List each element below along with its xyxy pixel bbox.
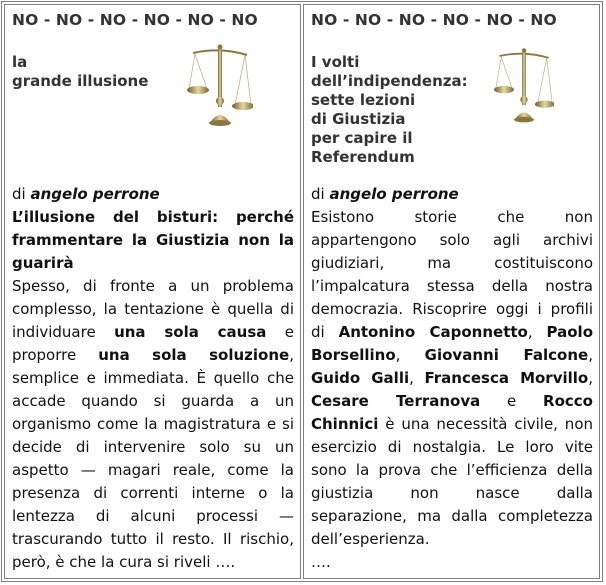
article-text bbox=[311, 206, 593, 551]
title-line: I volti bbox=[311, 53, 360, 71]
text-run: e bbox=[480, 392, 544, 410]
title-line: di Giustizia bbox=[311, 110, 406, 128]
scales-of-justice-icon bbox=[187, 43, 253, 129]
title-line: Referendum bbox=[311, 148, 415, 166]
title-line: dell’indipendenza: bbox=[311, 72, 468, 90]
title-line: per capire il bbox=[311, 129, 413, 147]
bold-name: Guido Galli bbox=[311, 369, 410, 387]
bold-name: Paolo Borsellino bbox=[311, 323, 593, 364]
author-name: angelo perrone bbox=[329, 185, 459, 203]
text-run: , bbox=[588, 346, 593, 364]
articles-table bbox=[1, 1, 603, 582]
bold-name: Antonino Caponnetto bbox=[338, 323, 528, 341]
article-column-left bbox=[4, 4, 301, 579]
bold-name: una sola causa bbox=[114, 323, 267, 341]
text-run: è una necessità civile, non esercizio di nostalgia. Le loro vite sono la prova che l’efficienza della giustizia non nasce dalla separazione, ma dalla completezza dell’esperienza. bbox=[311, 415, 593, 548]
header-banner: NO - NO - NO - NO - NO - NO bbox=[311, 11, 557, 29]
title-line: grande illusione bbox=[12, 72, 149, 90]
article-body bbox=[311, 183, 593, 574]
bold-name: Cesare Terranova bbox=[311, 392, 481, 410]
title-line: la bbox=[12, 53, 28, 71]
text-run: , semplice e immediata. È quello che accade quando si guarda a un organismo come la magistratura e si decide di intervenire solo su un aspetto — magari reale, come la presenza di correnti interne o la lentezza di alcuni processi — trascurando tutto il resto. Il rischio, però, è che la cura si riveli …. bbox=[12, 346, 294, 571]
text-run: Spesso, di fronte a un problema complesso, la tentazione è quella di individuare bbox=[12, 277, 294, 341]
text-run: , bbox=[395, 346, 425, 364]
article-text bbox=[12, 275, 294, 574]
author-prefix: di bbox=[12, 185, 26, 203]
header-banner: NO - NO - NO - NO - NO - NO bbox=[12, 11, 258, 29]
bold-name: una sola soluzione bbox=[98, 346, 290, 364]
ellipsis: …. bbox=[311, 553, 331, 571]
text-run: e proporre bbox=[12, 323, 294, 364]
author-prefix: di bbox=[311, 185, 325, 203]
text-run: , bbox=[588, 369, 593, 387]
author-name: angelo perrone bbox=[30, 185, 160, 203]
article-body bbox=[12, 206, 294, 574]
title-line: sette lezioni bbox=[311, 91, 416, 109]
bold-name: Francesca Morvillo bbox=[424, 369, 589, 387]
article-column-right bbox=[303, 4, 600, 579]
text-run: Esistono storie che non appartengono solo agli archivi giudiziari, ma costituiscono l’impalcatura stessa della nostra democrazia. Riscoprire oggi i profili di bbox=[311, 208, 593, 341]
author-line bbox=[12, 183, 160, 206]
text-run: , bbox=[409, 369, 425, 387]
bold-name: Rocco Chinnici bbox=[311, 392, 593, 433]
text-run: , bbox=[527, 323, 547, 341]
bold-name: Giovanni Falcone bbox=[424, 346, 589, 364]
scales-of-justice-icon bbox=[494, 43, 554, 129]
article-subtitle: L’illusione del bisturi: perché frammentare la Giustizia non la guarirà bbox=[12, 208, 294, 272]
